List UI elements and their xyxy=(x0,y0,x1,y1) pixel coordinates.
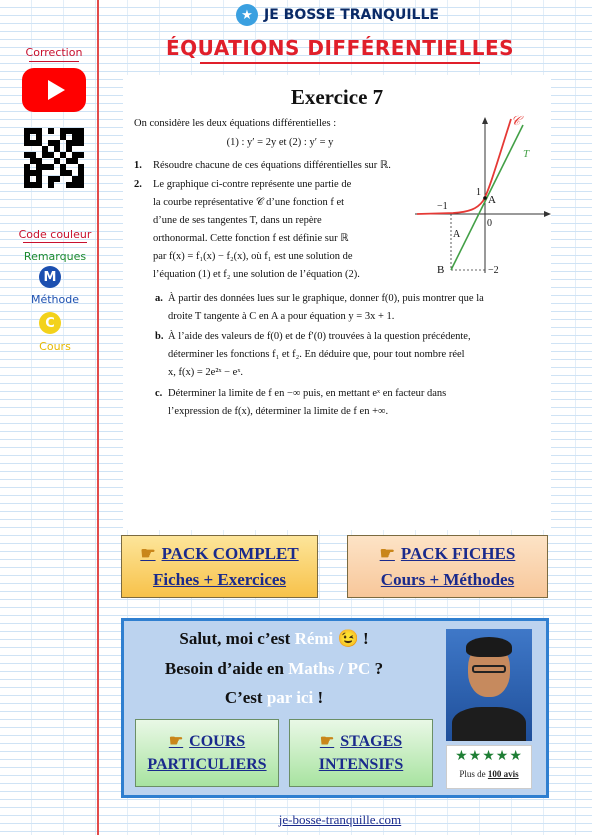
tangent-line-T xyxy=(451,125,523,270)
qc-label: c. xyxy=(155,388,163,399)
pointing-hand-icon: ☛ xyxy=(379,543,395,563)
qa-label: a. xyxy=(155,293,163,304)
q2-line: orthonormal. Cette fonction f est définie sur ℝ xyxy=(153,233,349,244)
y-axis-arrow-icon xyxy=(482,117,488,124)
pack-fiches-title: PACK FICHES xyxy=(400,543,516,563)
q2-number: 2. xyxy=(134,179,142,190)
cours-icon: C xyxy=(39,312,61,334)
exercise-equations: (1) : y′ = 2y et (2) : y′ = y xyxy=(226,137,334,148)
pointing-hand-icon: ☛ xyxy=(140,543,156,563)
qc-line: Déterminer la limite de f en −∞ puis, en mettant eˣ en facteur dans xyxy=(168,388,447,399)
qr-code-icon[interactable] xyxy=(24,128,84,190)
pack-complet-subtitle: Fiches + Exercices xyxy=(152,569,287,589)
q1-number: 1. xyxy=(134,160,142,171)
qb-line: À l’aide des valeurs de f(0) et de f′(0) trouvées à la question précédente, xyxy=(168,331,471,342)
pack-complet-button[interactable] xyxy=(121,535,318,598)
promo-help: Besoin d’aide en Maths / PC ? xyxy=(164,659,384,678)
tangent-label: T xyxy=(523,148,530,160)
pointing-hand-icon: ☛ xyxy=(319,733,335,750)
stages-intensifs-button[interactable]: ☛ STAGES INTENSIFS xyxy=(289,719,433,787)
q2-line: d’une de ses tangentes T, dans un repère xyxy=(153,215,322,226)
stars-icon: ★★★★★ xyxy=(455,749,523,764)
pointing-hand-icon: ☛ xyxy=(168,733,184,750)
logo-icon: ★ xyxy=(236,4,258,26)
point-A xyxy=(483,196,487,200)
correction-label: Correction xyxy=(22,46,86,62)
pack-fiches-button[interactable] xyxy=(347,535,548,598)
curve-C xyxy=(417,119,511,214)
rating-badge[interactable] xyxy=(446,745,532,789)
footer-link[interactable]: je-bosse-tranquille.com xyxy=(278,812,402,827)
exercise-card xyxy=(123,75,551,530)
qc-line: l’expression de f(x), déterminer la limite de f en +∞. xyxy=(168,406,389,417)
label-minus-2: −2 xyxy=(488,265,499,276)
label-0: 0 xyxy=(487,218,492,229)
qa-line: À partir des données lues sur le graphique, donner f(0), puis montrer que la xyxy=(168,293,484,304)
code-couleur-label: Code couleur xyxy=(16,228,94,243)
title-underline xyxy=(200,62,480,64)
curve-label: 𝒞 xyxy=(511,113,521,128)
exercise-intro: On considère les deux équations différentielles : xyxy=(134,118,337,129)
brand-header[interactable] xyxy=(236,4,439,26)
avatar xyxy=(446,629,532,741)
brand-name: JE BOSSE TRANQUILLE xyxy=(264,7,439,23)
reviews-count: Plus de 100 avis xyxy=(459,769,519,779)
pack-fiches-subtitle: Cours + Méthodes xyxy=(380,569,515,589)
methode-label: Méthode xyxy=(30,293,80,306)
wink-emoji-icon: 😉 xyxy=(337,629,359,648)
q2-line: par f(x) = f₁(x) − f₂(x), où f₁ est une solution de xyxy=(153,251,353,262)
cours-particuliers-button[interactable]: ☛ COURS PARTICULIERS xyxy=(135,719,279,787)
function-graph xyxy=(415,113,551,283)
label-B: B xyxy=(437,264,445,276)
q2-line: la courbe représentative 𝒞 d’une fonction f et xyxy=(153,197,345,208)
promo-box xyxy=(121,618,549,798)
qb-line: x, f(x) = 2e²ˣ − eˣ. xyxy=(168,367,243,378)
label-1: 1 xyxy=(476,187,481,198)
page-title: ÉQUATIONS DIFFÉRENTIELLES xyxy=(165,36,515,60)
x-axis-arrow-icon xyxy=(544,211,551,217)
promo-cta[interactable]: C’est par ici ! xyxy=(224,688,324,707)
qa-line: droite T tangente à C en A a pour équation y = 3x + 1. xyxy=(168,311,395,322)
exercise-title: Exercice 7 xyxy=(290,85,384,109)
qb-label: b. xyxy=(155,331,164,342)
pack-complet-title: PACK COMPLET xyxy=(161,543,299,563)
q2-line: Le graphique ci-contre représente une partie de xyxy=(153,179,352,190)
label-A-lower: A xyxy=(453,229,461,240)
remarques-label: Remarques xyxy=(23,250,87,263)
cours-label: Cours xyxy=(39,340,71,353)
promo-greeting: Salut, moi c’est Rémi 😉 ! xyxy=(179,629,369,648)
youtube-play-button[interactable] xyxy=(22,68,86,112)
q1-text: Résoudre chacune de ces équations différentielles sur ℝ. xyxy=(153,160,391,171)
play-icon xyxy=(48,80,65,100)
methode-icon: M xyxy=(39,266,61,288)
q2-line: l’équation (1) et f₂ une solution de l’équation (2). xyxy=(153,269,360,280)
label-A: A xyxy=(488,194,496,206)
label-minus-1: −1 xyxy=(437,201,448,212)
qb-line: déterminer les fonctions f₁ et f₂. En déduire que, pour tout nombre réel xyxy=(168,349,465,360)
margin-line xyxy=(97,0,99,835)
